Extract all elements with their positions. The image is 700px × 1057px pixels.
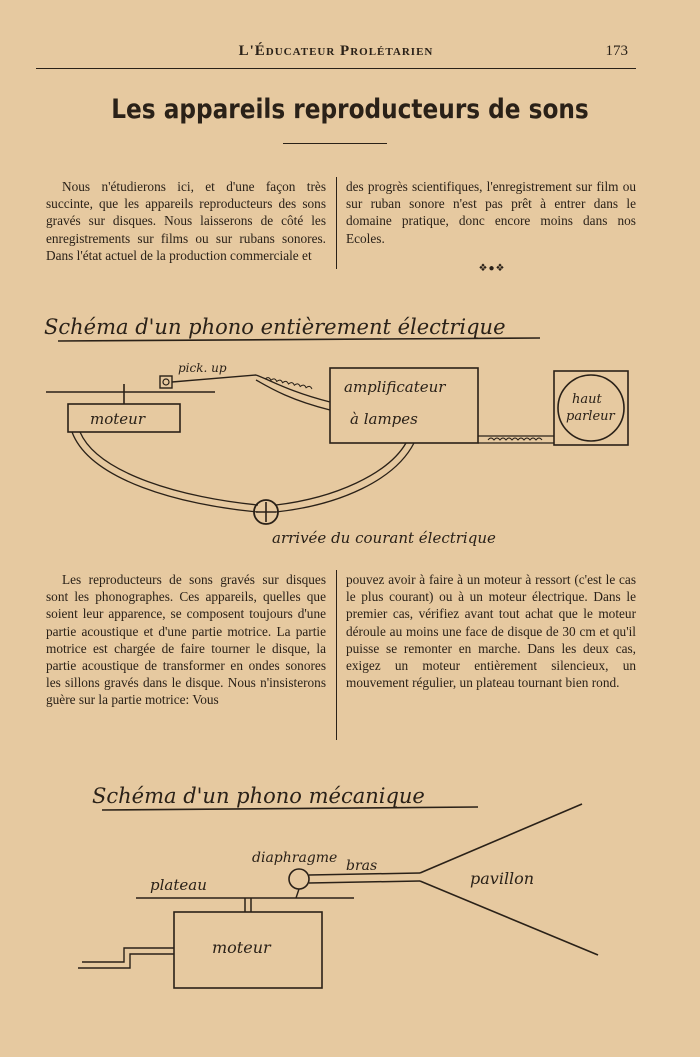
body-right-paragraph: pouvez avoir à faire à un moteur à ressort (c'est le cas le plus courant) ou à un moteur électrique. Dans le premier cas, vérifiez avant tout achat que le moteur déroule au moins une face de disque de 30 cm et qu'il puisse se remonter en marche. Dans les deux cas, exigez un moteur entièrement silencieux, un mouvement régulier, un plateau tournant bien rond. (346, 572, 636, 691)
arm-label: bras (346, 858, 378, 874)
title-underline (283, 143, 387, 144)
power-cable-motor-b (80, 432, 258, 505)
body-left-paragraph: Les reproducteurs de sons gravés sur disques sont les phonographes. Ces appareils, quelles que soient leur apparence, se composent toujours d'une partie acoustique et d'une partie motrice. La partie motrice est chargée de faire tourner le disque, la partie acoustique de transformer en ondes sonores les sillons gravés dans le disque. Nous n'insisterons guère sur la partie motrice: Vous (46, 572, 326, 708)
column-divider-2 (336, 570, 337, 740)
pickup-stylus (163, 379, 169, 385)
pickup-head (160, 376, 172, 388)
mechanical-phono-diagram (0, 770, 700, 1000)
intro-left-column (46, 178, 326, 264)
electric-diagram-title: Schéma d'un phono entièrement électrique (44, 315, 506, 339)
pickup-cable-twist (265, 377, 312, 389)
amplifier-label-line2: à lampes (350, 410, 418, 428)
intro-right-paragraph: des progrès scientifiques, l'enregistrement sur film ou sur ruban sonore n'est pas prêt à entrer dans le domaine pratique, donc encore moins dans nos Ecoles. (346, 179, 636, 246)
intro-left-paragraph: Nous n'étudierons ici, et d'une façon très succinte, que les appareils reproducteurs des sons gravés sur disques. Nous laisserons de côté les enregistrements sur films ou sur rubans sonores. Dans l'état actuel de la production commerciale et (46, 179, 326, 263)
electric-phono-diagram (0, 295, 700, 555)
horn-label: pavillon (470, 869, 535, 888)
power-label: arrivée du courant électrique (272, 529, 496, 547)
arm-bottom (309, 881, 420, 883)
running-title: L'Éducateur Prolétarien (238, 43, 434, 59)
body-left-column (46, 571, 326, 709)
motor-label: moteur (90, 410, 145, 428)
turntable-label: plateau (150, 876, 207, 894)
page-number: 173 (605, 43, 628, 59)
crank-b (78, 954, 174, 968)
speaker-label-line1: haut (572, 392, 602, 407)
running-header (36, 40, 636, 69)
crank-a (82, 948, 174, 962)
pickup-arm (172, 375, 256, 382)
pickup-label: pick. up (178, 361, 227, 375)
ornament-separator: ❖●❖ (478, 263, 506, 274)
motor-label: moteur (212, 938, 271, 957)
speaker-cone (558, 375, 624, 441)
speaker-label-line2: parleur (566, 409, 615, 424)
diaphragm-label: diaphragme (252, 850, 338, 866)
diaphragm (289, 869, 309, 889)
intro-right-column (346, 178, 636, 247)
body-right-column (346, 571, 636, 691)
pickup-cable-b (256, 380, 330, 410)
speaker-box (554, 371, 628, 445)
horn-bottom (420, 881, 598, 955)
column-divider (336, 177, 337, 269)
needle (296, 889, 299, 898)
amplifier-label-line1: amplificateur (344, 378, 446, 396)
mechanical-diagram-title: Schéma d'un phono mécanique (92, 784, 425, 808)
horn-top (420, 804, 582, 873)
speaker-cable-twist (488, 438, 542, 440)
power-cable-motor-a (72, 432, 258, 512)
article-title: Les appareils reproducteurs de sons (111, 94, 589, 125)
